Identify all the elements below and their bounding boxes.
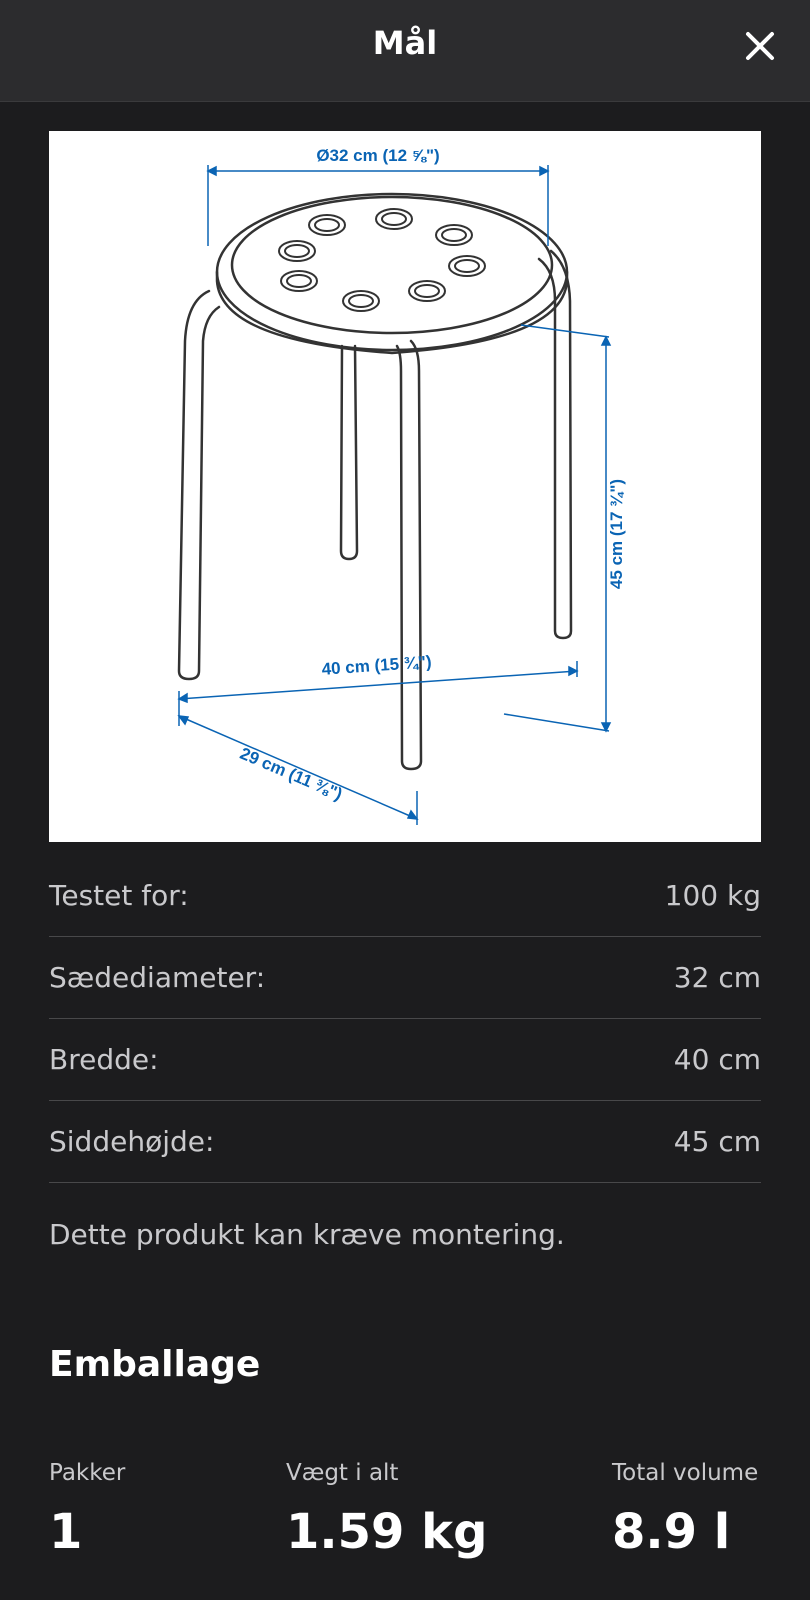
width-dimension-label: 40 cm (15 ¾") [321,652,433,679]
close-button[interactable] [740,26,780,66]
volume-info [612,1460,758,1560]
spec-value: 100 kg [664,879,761,912]
spec-list [49,855,761,1183]
depth-dimension-label: 29 cm (11 ⅜") [237,743,346,805]
spec-row-seat-diameter [49,937,761,1019]
volume-label: Total volume [612,1460,759,1486]
dimension-illustration [49,131,761,842]
spec-row-width [49,1019,761,1101]
close-icon [740,26,780,66]
packages-info [49,1460,125,1560]
weight-info [286,1460,487,1560]
weight-label: Vægt i alt [286,1460,399,1486]
spec-row-tested-for [49,855,761,937]
volume-value: 8.9 l [612,1504,731,1560]
spec-value: 45 cm [673,1125,761,1158]
seat-diameter-dimension-label: Ø32 cm (12 ⅝") [316,146,440,165]
spec-label: Sædediameter: [49,961,266,994]
height-dimension-label: 45 cm (17 ¾") [607,478,626,590]
assembly-note: Dette produkt kan kræve montering. [49,1218,565,1251]
modal-title: Mål [372,24,438,62]
weight-value: 1.59 kg [286,1504,488,1560]
spec-label: Bredde: [49,1043,159,1076]
stool-drawing [49,131,761,842]
spec-value: 32 cm [673,961,761,994]
spec-label: Siddehøjde: [49,1125,215,1158]
packages-label: Pakker [49,1460,126,1486]
spec-value: 40 cm [673,1043,761,1076]
modal-header [0,0,810,102]
packages-value: 1 [49,1504,83,1560]
spec-row-seat-height [49,1101,761,1183]
packaging-title: Emballage [49,1344,261,1385]
spec-label: Testet for: [49,879,189,912]
